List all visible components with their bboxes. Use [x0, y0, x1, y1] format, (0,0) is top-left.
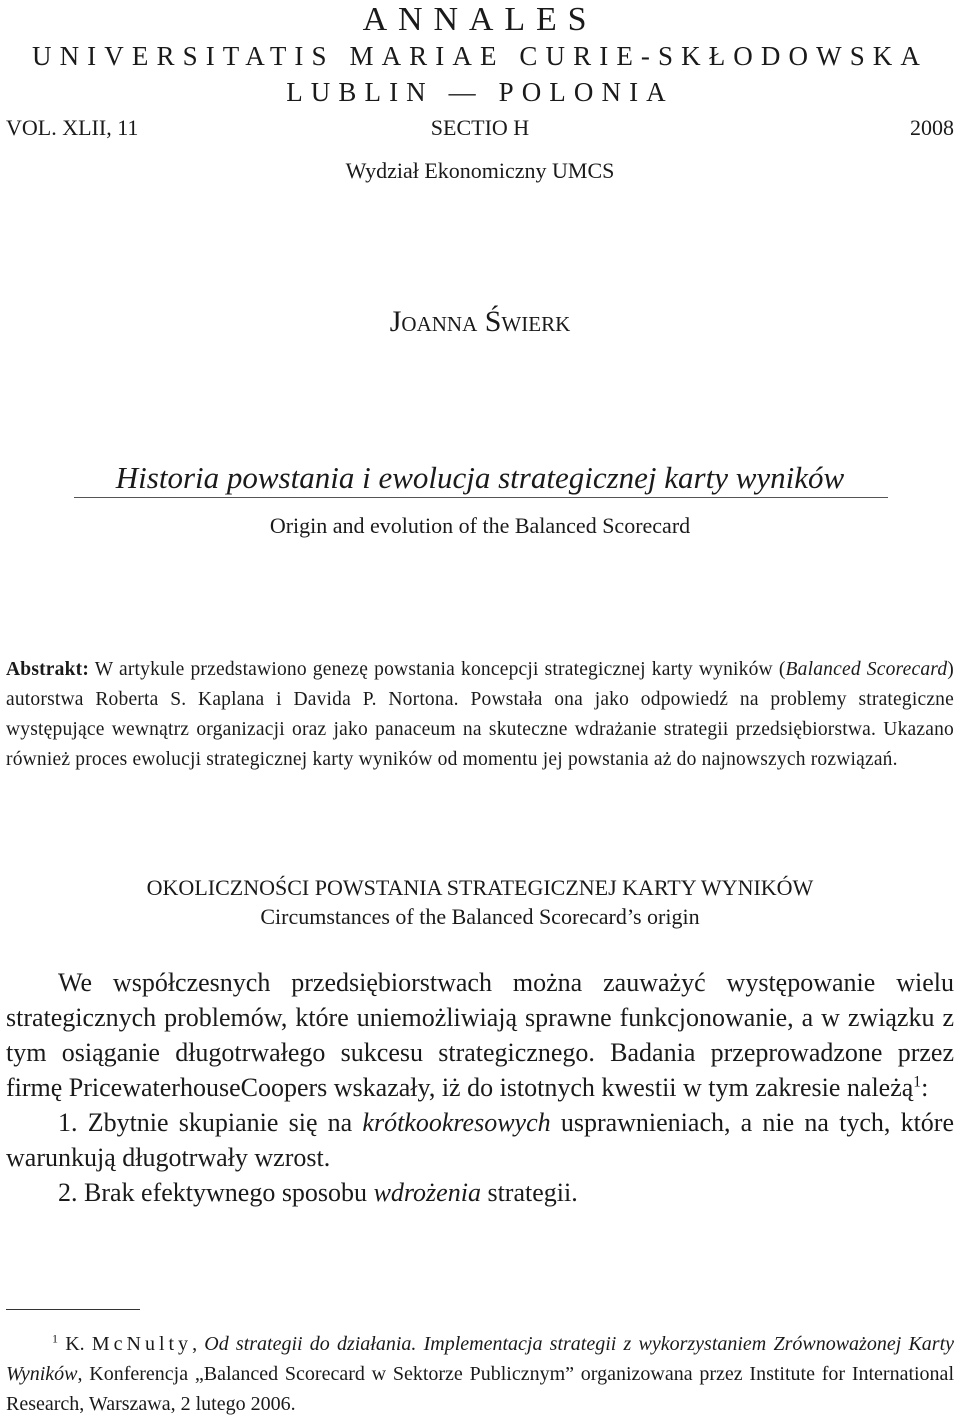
list-item-text: 1. Zbytnie skupianie się na	[58, 1108, 363, 1137]
author-name: Joanna Świerk	[389, 305, 571, 338]
title-divider	[74, 497, 888, 498]
body-paragraph	[6, 965, 954, 1105]
article-title-english: Origin and evolution of the Balanced Scorecard	[269, 513, 691, 538]
journal-title: ANNALES	[362, 1, 598, 38]
footnote-work-title: Od strategii do działania. Implementacja strategii z wykorzystaniem Zrównoważonej Karty Wyników	[6, 1333, 955, 1385]
volume-number: VOL. XLII, 11	[6, 115, 139, 140]
list-item-text: 2. Brak efektywnego sposobu	[58, 1178, 374, 1207]
footnote-author-initial: K.	[58, 1333, 92, 1355]
list-item-text: strategii.	[480, 1178, 578, 1207]
footnote-number: 1	[52, 1331, 58, 1346]
section-subheading: Circumstances of the Balanced Scorecard’s origin	[260, 904, 700, 929]
footnote-ref[interactable]: 1	[913, 1073, 922, 1091]
list-item-italic: wdrożenia	[373, 1178, 481, 1207]
section-heading: OKOLICZNOŚCI POWSTANIA STRATEGICZNEJ KARTY WYNIKÓW	[146, 875, 814, 900]
list-item	[6, 1175, 954, 1210]
publication-year: 2008	[910, 115, 954, 140]
footnote-author: McNulty	[91, 1333, 193, 1355]
journal-university: UNIVERSITATIS MARIAE CURIE-SKŁODOWSKA	[31, 41, 929, 71]
body-paragraph-text: We współczesnych przedsiębiorstwach można zauważyć występowanie wielu strategicznych problemów, które uniemożliwiają sprawne funkcjonowanie, a w związku z tym osiąganie długotrwałego sukcesu strategicznego. Badania przeprowadzone przez firmę PricewaterhouseCoopers wskazały, iż do istotnych kwestii w tym zakresie należą	[6, 968, 954, 1102]
abstract-label: Abstrakt:	[6, 659, 90, 680]
footnote	[6, 1329, 954, 1419]
list-item-text: usprawnieniach, a nie na tych, które warunkują długotrwały wzrost.	[6, 1108, 954, 1172]
list-item	[6, 1105, 954, 1175]
footnote-separator: ,	[192, 1333, 205, 1355]
footnote-text	[6, 1329, 954, 1419]
article-title: Historia powstania i ewolucja strategicznej karty wyników	[115, 460, 845, 495]
body-paragraph-end: :	[921, 1073, 929, 1102]
abstract-italic-term: Balanced Scorecard	[785, 659, 948, 680]
abstract	[6, 655, 954, 775]
journal-location: LUBLIN — POLONIA	[286, 77, 674, 107]
footnote-divider	[6, 1309, 140, 1310]
sectio-label: SECTIO H	[430, 115, 530, 140]
faculty-affiliation: Wydział Ekonomiczny UMCS	[345, 158, 615, 183]
list-item-italic: krótkookresowych	[362, 1108, 551, 1137]
body-text	[6, 965, 954, 1210]
abstract-text-start: W artykule przedstawiono genezę powstania koncepcji strategicznej karty wyników (	[89, 659, 786, 680]
footnote-details: , Konferencja „Balanced Scorecard w Sektorze Publicznym” organizowana przez Institute for International Research, Warszawa, 2 lutego 2006.	[6, 1363, 954, 1415]
abstract-text-end: ) autorstwa Roberta S. Kaplana i Davida P. Nortona. Powstała ona jako odpowiedź na problemy strategiczne występujące wewnątrz organizacji oraz jako panaceum na skuteczne wdrażanie strategii przedsiębiorstwa. Ukazano również proces ewolucji strategicznej karty wyników od momentu jej powstania aż do najnowszych rozwiązań.	[6, 659, 954, 770]
